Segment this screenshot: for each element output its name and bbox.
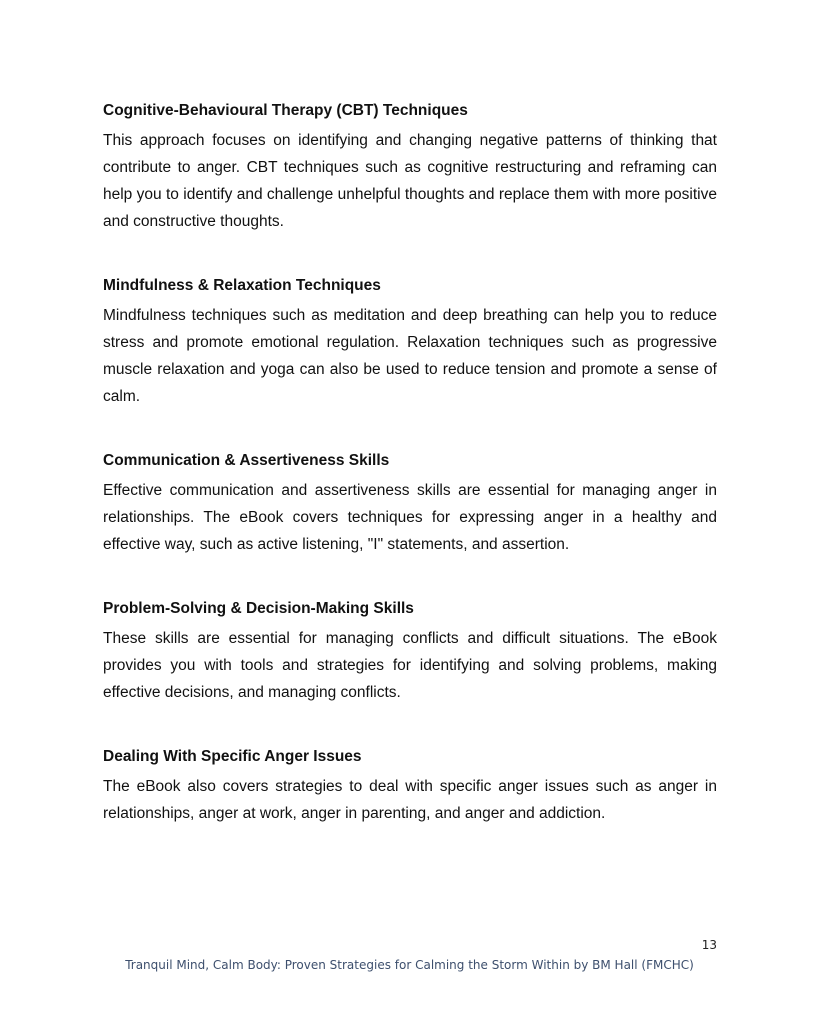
section-heading: Dealing With Specific Anger Issues xyxy=(103,748,362,765)
section-paragraph: The eBook also covers strategies to deal with specific anger issues such as anger in relationships, anger at work, anger in parenting, and anger and addiction. xyxy=(103,778,717,822)
page-number: 13 xyxy=(701,938,717,952)
section-communication xyxy=(103,450,717,558)
section-paragraph: This approach focuses on identifying and changing negative patterns of thinking that contribute to anger. CBT techniques such as cognitive restructuring and reframing can help you to identify and challenge unhelpful thoughts and replace them with more positive and constructive thoughts. xyxy=(103,132,717,230)
section-problem-solving xyxy=(103,598,717,706)
section-cbt xyxy=(103,100,717,235)
section-heading: Communication & Assertiveness Skills xyxy=(103,452,390,469)
section-heading: Problem-Solving & Decision-Making Skills xyxy=(103,600,414,617)
section-heading: Mindfulness & Relaxation Techniques xyxy=(103,277,381,294)
section-mindfulness xyxy=(103,275,717,410)
section-paragraph: Mindfulness techniques such as meditation and deep breathing can help you to reduce stress and promote emotional regulation. Relaxation techniques such as progressive muscle relaxation and yoga can also be used to reduce tension and promote a sense of calm. xyxy=(103,307,717,405)
page-content xyxy=(103,100,717,867)
page-footer: Tranquil Mind, Calm Body: Proven Strategies for Calming the Storm Within by BM Hall (FMCHC) xyxy=(125,958,694,972)
section-paragraph: Effective communication and assertiveness skills are essential for managing anger in relationships. The eBook covers techniques for expressing anger in a healthy and effective way, such as active listening, "I" statements, and assertion. xyxy=(103,482,717,553)
section-anger-issues xyxy=(103,746,717,827)
section-paragraph: These skills are essential for managing conflicts and difficult situations. The eBook provides you with tools and strategies for identifying and solving problems, making effective decisions, and managing conflicts. xyxy=(103,630,717,701)
section-heading: Cognitive-Behavioural Therapy (CBT) Techniques xyxy=(103,102,468,119)
